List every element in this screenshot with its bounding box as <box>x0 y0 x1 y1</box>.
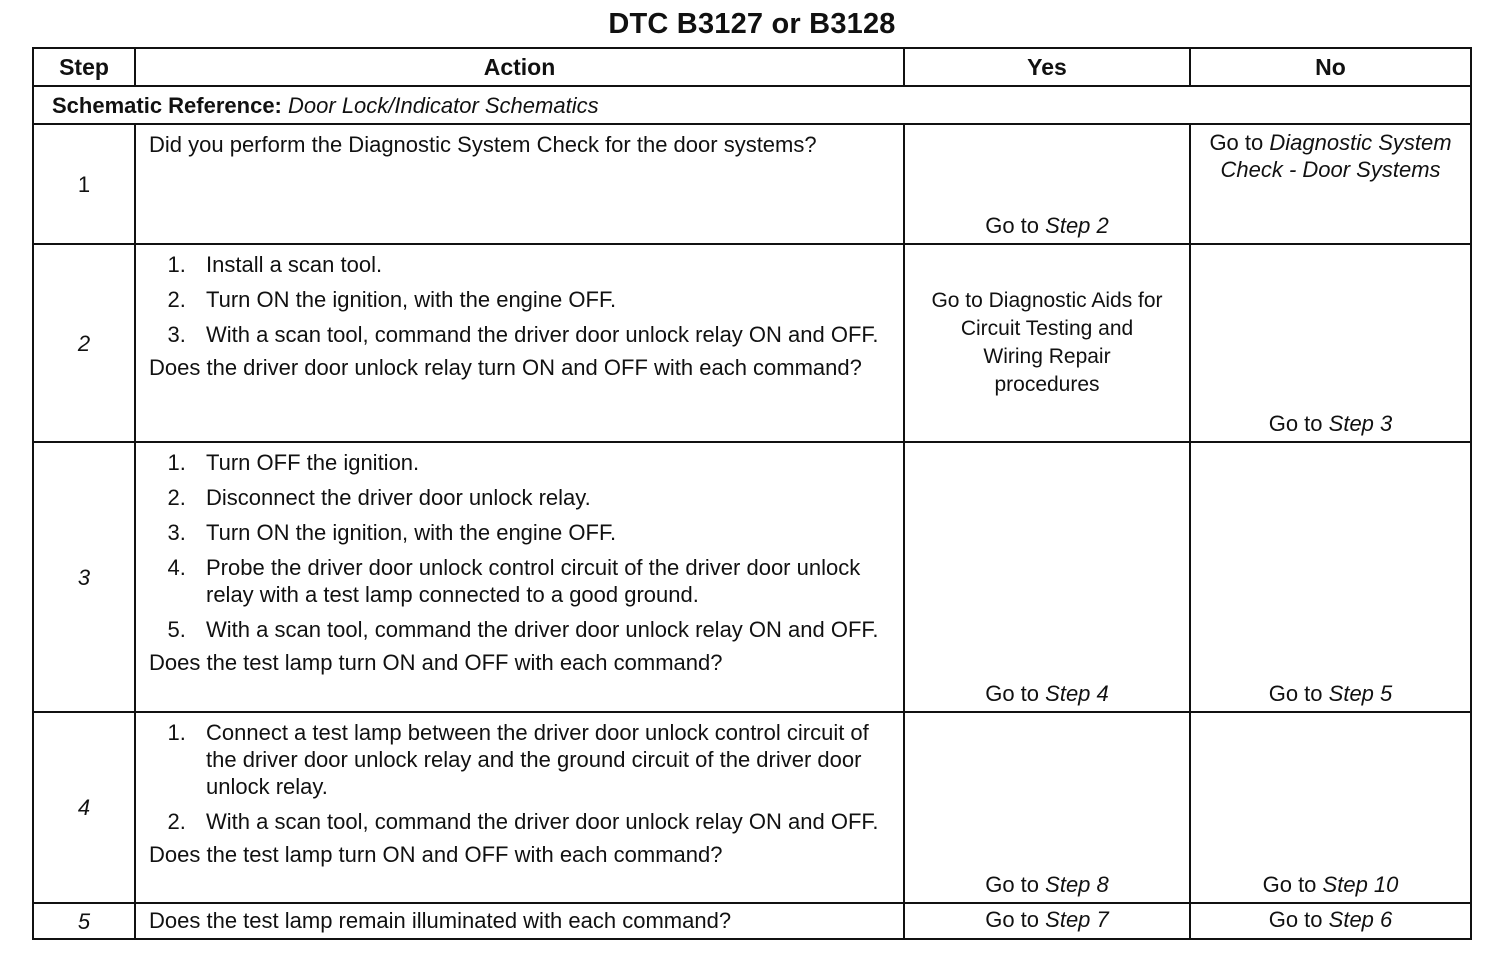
goto-prefix: Go to <box>1268 411 1323 436</box>
yes-cell <box>904 442 1190 712</box>
list-item: 3. With a scan tool, command the driver door unlock relay ON and OFF. <box>192 321 891 348</box>
step-question: Did you perform the Diagnostic System Check for the door systems? <box>149 132 817 157</box>
goto-link[interactable]: Step 3 <box>1328 411 1393 436</box>
action-list <box>149 449 891 643</box>
no-cell <box>1190 712 1471 903</box>
step-number: 3 <box>33 442 135 712</box>
table-row <box>33 244 1471 442</box>
list-item: 3. Turn ON the ignition, with the engine OFF. <box>192 519 891 546</box>
list-item: 2. With a scan tool, command the driver door unlock relay ON and OFF. <box>192 808 891 835</box>
yes-cell <box>904 903 1190 939</box>
action-cell <box>135 903 904 939</box>
list-item: 1. Install a scan tool. <box>192 251 891 278</box>
schematic-link[interactable]: Door Lock/Indicator Schematics <box>288 92 599 118</box>
goto-link[interactable]: Step 5 <box>1328 681 1393 706</box>
header-no: No <box>1190 48 1471 86</box>
step-number: 5 <box>33 903 135 939</box>
header-yes: Yes <box>904 48 1190 86</box>
goto-link[interactable]: Step 8 <box>1045 872 1109 897</box>
goto-link[interactable]: Diagnostic System Check - Door Systems <box>1220 130 1452 182</box>
no-cell <box>1190 244 1471 442</box>
header-step: Step <box>33 48 135 86</box>
goto-prefix: Go to <box>1209 130 1264 155</box>
goto-prefix: Go to <box>985 906 1040 932</box>
yes-cell <box>904 124 1190 244</box>
list-item: 2. Disconnect the driver door unlock relay. <box>192 484 891 511</box>
goto-link[interactable]: Step 4 <box>1045 681 1109 706</box>
step-question: Does the test lamp turn ON and OFF with each command? <box>149 650 723 675</box>
goto-prefix: Go to <box>1262 872 1317 897</box>
action-list <box>149 719 891 835</box>
goto-prefix: Go to <box>1268 681 1323 706</box>
action-list <box>149 251 891 348</box>
goto-link[interactable]: Step 2 <box>1045 213 1109 238</box>
goto-link[interactable]: Step 7 <box>1045 906 1109 932</box>
no-cell <box>1190 442 1471 712</box>
table-row <box>33 903 1471 939</box>
no-cell <box>1190 903 1471 939</box>
schematic-label: Schematic Reference: <box>52 92 282 118</box>
schematic-row <box>33 86 1471 124</box>
table-row <box>33 712 1471 903</box>
action-cell <box>135 442 904 712</box>
header-action: Action <box>135 48 904 86</box>
table-row <box>33 124 1471 244</box>
yes-cell[interactable]: Go to Diagnostic Aids for Circuit Testing and Wiring Repair procedures <box>904 244 1190 442</box>
yes-cell <box>904 712 1190 903</box>
table-row <box>33 442 1471 712</box>
goto-link[interactable]: Step 6 <box>1328 906 1393 932</box>
goto-prefix: Go to <box>1268 906 1323 932</box>
step-number: 1 <box>33 124 135 244</box>
page-title: DTC B3127 or B3128 <box>608 8 896 40</box>
list-item: 4. Probe the driver door unlock control circuit of the driver door unlock relay with a test lamp connected to a good ground. <box>192 554 891 608</box>
action-cell <box>135 712 904 903</box>
action-cell <box>135 244 904 442</box>
goto-prefix: Go to <box>985 213 1040 238</box>
list-item: 5. With a scan tool, command the driver door unlock relay ON and OFF. <box>192 616 891 643</box>
step-number: 4 <box>33 712 135 903</box>
goto-prefix: Go to <box>985 681 1040 706</box>
step-question: Does the driver door unlock relay turn ON and OFF with each command? <box>149 355 862 380</box>
action-cell <box>135 124 904 244</box>
goto-prefix: Go to <box>985 872 1040 897</box>
no-cell <box>1190 124 1471 244</box>
schematic-reference <box>33 86 1471 124</box>
diagnostic-table <box>32 47 1472 940</box>
list-item: 1. Turn OFF the ignition. <box>192 449 891 476</box>
list-item: 2. Turn ON the ignition, with the engine OFF. <box>192 286 891 313</box>
goto-link[interactable]: Step 10 <box>1322 872 1399 897</box>
header-row <box>33 48 1471 86</box>
list-item: 1. Connect a test lamp between the driver door unlock control circuit of the driver door unlock relay and the ground circuit of the driver door unlock relay. <box>192 719 891 800</box>
step-question: Does the test lamp turn ON and OFF with each command? <box>149 842 723 867</box>
step-question: Does the test lamp remain illuminated with each command? <box>149 908 732 933</box>
step-number: 2 <box>33 244 135 442</box>
